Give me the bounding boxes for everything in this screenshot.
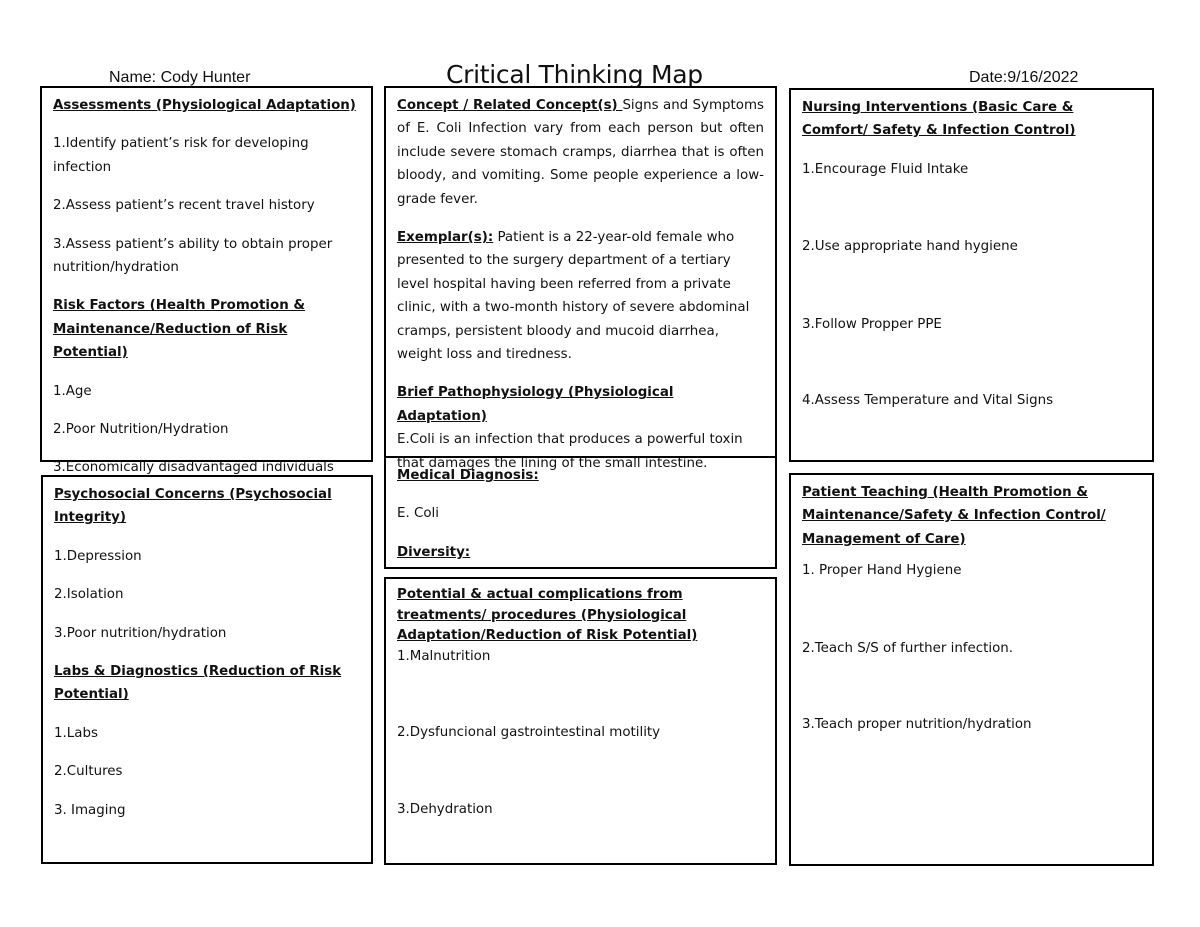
concept-heading: Concept / Related Concept(s) [397,98,623,113]
assessment-item: 2.Assess patient’s recent travel history [53,198,315,214]
psychosocial-item: 3.Poor nutrition/hydration [54,625,227,641]
exemplar-heading: Exemplar(s): [397,230,494,246]
teaching-item: 2.Teach S/S of further infection. [802,640,1014,656]
student-name: Name: Cody Hunter [109,69,251,86]
complications-box [384,577,777,865]
patient-teaching-heading: Patient Teaching (Health Promotion & Maintenance/Safety & Infection Control/ Management of Care) [802,485,1106,547]
risk-factor-item: 1.Age [53,383,92,399]
assessment-item: 1.Identify patient’s risk for developing infection [53,136,309,175]
complications-heading: Potential & actual complications from treatments/ procedures (Physiological Adaptation/Reduction of Risk Potential) [397,587,698,643]
intervention-item: 4.Assess Temperature and Vital Signs [802,393,1054,409]
concept-box [384,86,777,471]
assessment-item: 3.Assess patient’s ability to obtain proper nutrition/hydration [53,236,333,276]
labs-item: 1.Labs [54,725,98,741]
medical-diagnosis-heading: Medical Diagnosis: [397,468,539,483]
concept-text: Signs and Symptoms of E. Coli Infection vary from each person but often include severe stomach cramps, diarrhea that is often bloody, and vomiting. Some people experience a low-grade fever. [397,98,764,207]
patient-teaching-box [789,473,1154,866]
medical-diagnosis-value: E. Coli [397,506,439,522]
teaching-item: 1. Proper Hand Hygiene [802,563,962,579]
complication-item: 2.Dysfuncional gastrointestinal motility [397,725,661,740]
complication-item: 1.Malnutrition [397,648,491,664]
risk-factor-item: 2.Poor Nutrition/Hydration [53,422,229,438]
assessments-box [40,86,373,476]
pathophysiology-text: E.Coli is an infection that produces a powerful toxin that damages the lining of the small intestine. [397,432,743,471]
intervention-item: 1.Encourage Fluid Intake [802,161,969,177]
risk-factor-item: 3.Economically disadvantaged individuals [53,460,334,476]
nursing-interventions-heading: Nursing Interventions (Basic Care & Comfort/ Safety & Infection Control) [802,100,1076,139]
labs-item: 3. Imaging [54,802,126,818]
labs-item: 2.Cultures [54,764,123,780]
assessments-heading: Assessments (Physiological Adaptation) [53,98,356,113]
medical-diagnosis-box [384,456,777,569]
diversity-heading: Diversity: [397,544,471,560]
psychosocial-item: 2.Isolation [54,587,124,603]
exemplar-text: Patient is a 22-year-old female who presented to the surgery department of a tertiary level hospital having been referred from a private clinic, with a two-month history of severe abdominal cramps, persistent bloody and mucoid diarrhea, weight loss and tiredness. [397,230,750,363]
date-label: Date:9/16/2022 [969,69,1079,86]
complication-item: 3.Dehydration [397,801,493,817]
risk-factors-heading: Risk Factors (Health Promotion & Maintenance/Reduction of Risk Potential) [53,298,306,361]
teaching-item: 3.Teach proper nutrition/hydration [802,717,1032,733]
nursing-interventions-box [789,88,1154,462]
intervention-item: 3.Follow Propper PPE [802,316,942,332]
page-title: Critical Thinking Map [446,60,703,89]
intervention-item: 2.Use appropriate hand hygiene [802,239,1018,255]
psychosocial-box [41,475,373,864]
psychosocial-item: 1.Depression [54,548,142,564]
labs-heading: Labs & Diagnostics (Reduction of Risk Potential) [54,664,342,703]
pathophysiology-heading: Brief Pathophysiology (Physiological Adaptation) [397,385,674,424]
psychosocial-heading: Psychosocial Concerns (Psychosocial Integrity) [54,487,332,526]
